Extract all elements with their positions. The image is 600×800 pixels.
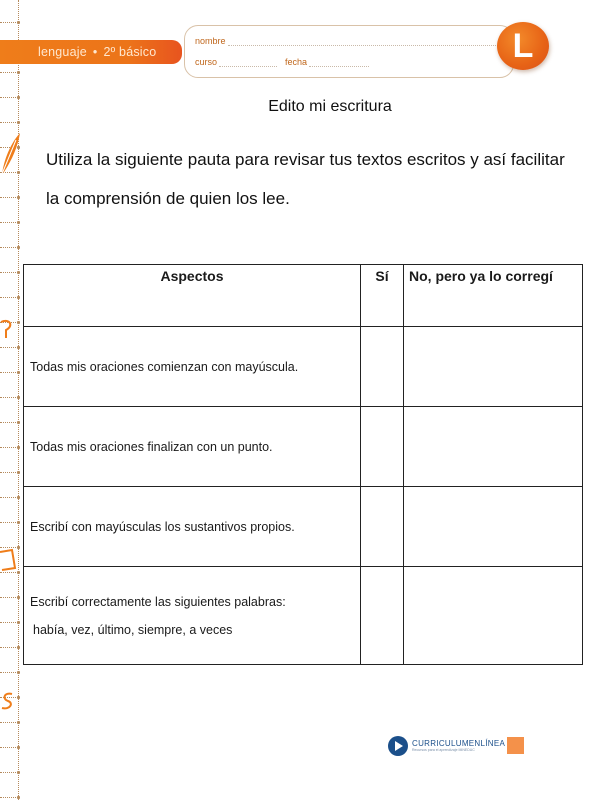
margin-tick bbox=[0, 372, 18, 373]
logo-name: CURRICULUMENLÍNEA bbox=[412, 738, 506, 748]
margin-tick bbox=[0, 522, 18, 523]
doodle-letter-icon bbox=[0, 318, 16, 340]
subject-badge: L bbox=[497, 22, 549, 70]
play-arrow-icon bbox=[388, 736, 408, 756]
corrected-checkbox-cell[interactable] bbox=[404, 327, 583, 407]
checklist-table bbox=[23, 264, 583, 665]
curriculum-logo bbox=[388, 736, 505, 756]
margin-tick bbox=[0, 197, 18, 198]
table-row bbox=[24, 567, 583, 665]
logo-tagline: Recursos para el aprendizaje MINEDUC bbox=[412, 747, 475, 752]
word-list: había, vez, último, siempre, a veces bbox=[33, 622, 233, 637]
aspect-cell: Todas mis oraciones finalizan con un punto. bbox=[24, 407, 361, 487]
corrected-checkbox-cell[interactable] bbox=[404, 487, 583, 567]
student-info-box bbox=[184, 25, 514, 78]
margin-tick bbox=[0, 497, 18, 498]
table-row bbox=[24, 327, 583, 407]
aspect-cell: Todas mis oraciones comienzan con mayúscula. bbox=[24, 327, 361, 407]
yes-checkbox-cell[interactable] bbox=[361, 487, 404, 567]
margin-tick bbox=[0, 572, 18, 573]
yes-checkbox-cell[interactable] bbox=[361, 407, 404, 487]
margin-tick bbox=[0, 722, 18, 723]
grade-label: 2º básico bbox=[103, 45, 157, 59]
column-header-yes: Sí bbox=[361, 265, 404, 327]
date-input-line[interactable] bbox=[309, 58, 369, 67]
name-field[interactable] bbox=[195, 36, 498, 46]
margin-tick bbox=[0, 622, 18, 623]
table-row bbox=[24, 487, 583, 567]
document-title: Edito mi escritura bbox=[268, 98, 392, 115]
yes-checkbox-cell[interactable] bbox=[361, 327, 404, 407]
margin-tick bbox=[0, 647, 18, 648]
course-label: curso bbox=[195, 57, 218, 67]
margin-tick bbox=[0, 22, 18, 23]
yes-checkbox-cell[interactable] bbox=[361, 567, 404, 665]
margin-tick bbox=[0, 347, 18, 348]
margin-tick bbox=[0, 422, 18, 423]
aspect-cell: Escribí con mayúsculas los sustantivos propios. bbox=[24, 487, 361, 567]
subject-band bbox=[0, 40, 182, 64]
margin-tick bbox=[0, 447, 18, 448]
doodle-s-icon bbox=[0, 690, 16, 712]
subject-label: lenguaje bbox=[38, 45, 87, 59]
column-header-aspects: Aspectos bbox=[24, 265, 361, 327]
separator: • bbox=[92, 45, 98, 59]
column-header-corrected: No, pero ya lo corregí bbox=[404, 265, 583, 327]
aspect-text: Escribí correctamente las siguientes palabras: bbox=[30, 594, 286, 609]
margin-tick bbox=[0, 747, 18, 748]
margin-tick bbox=[0, 597, 18, 598]
margin-tick bbox=[0, 122, 18, 123]
margin-tick bbox=[0, 222, 18, 223]
margin-tick bbox=[0, 772, 18, 773]
course-date-fields bbox=[195, 57, 369, 67]
instructions-text: Utiliza la siguiente pauta para revisar tus textos escritos y así facilitar la comprensión de quien los lee. bbox=[46, 150, 565, 208]
margin-tick bbox=[0, 272, 18, 273]
margin-tick bbox=[0, 472, 18, 473]
margin-tick bbox=[0, 797, 18, 798]
date-label: fecha bbox=[285, 57, 308, 67]
margin-tick bbox=[0, 247, 18, 248]
corrected-checkbox-cell[interactable] bbox=[404, 407, 583, 487]
table-row bbox=[24, 407, 583, 487]
margin-rule bbox=[18, 0, 19, 800]
table-header-row bbox=[24, 265, 583, 327]
aspect-cell bbox=[24, 567, 361, 665]
margin-tick bbox=[0, 72, 18, 73]
corrected-checkbox-cell[interactable] bbox=[404, 567, 583, 665]
margin-tick bbox=[0, 672, 18, 673]
feather-pen-icon bbox=[0, 130, 22, 176]
course-input-line[interactable] bbox=[219, 58, 277, 67]
doodle-book-icon bbox=[0, 548, 18, 572]
orange-square-icon bbox=[507, 737, 524, 754]
margin-tick bbox=[0, 397, 18, 398]
margin-tick bbox=[0, 297, 18, 298]
name-input-line[interactable] bbox=[228, 37, 498, 46]
name-label: nombre bbox=[195, 36, 226, 46]
